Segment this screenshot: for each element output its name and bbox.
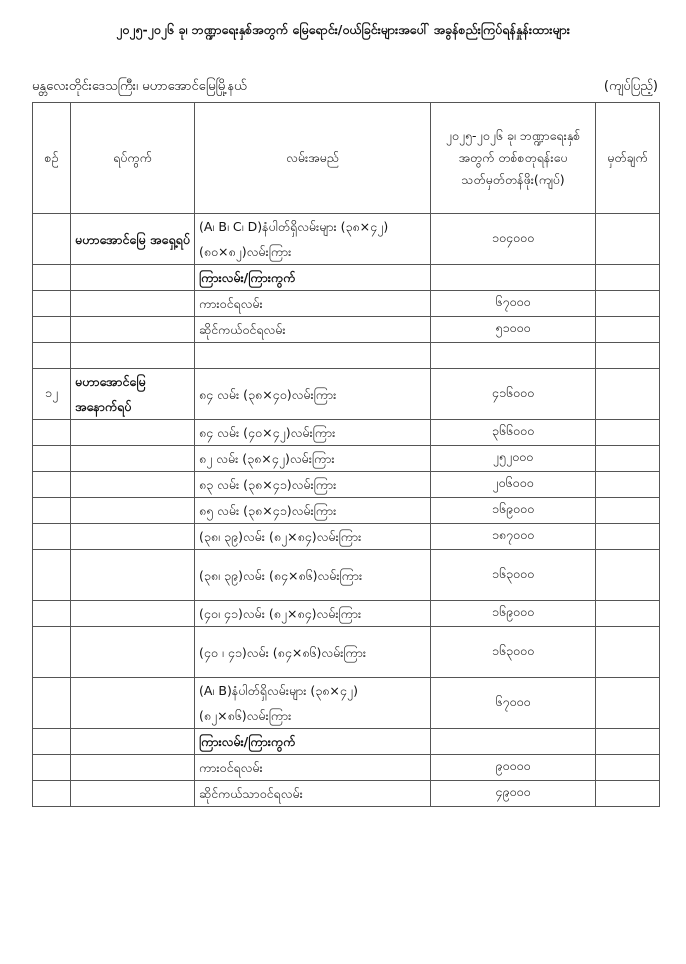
row-number-cell [33,498,71,524]
ward-cell [71,781,195,807]
row-number-cell [33,265,71,291]
ward-cell [71,755,195,781]
price-cell [431,265,596,291]
remark-cell [596,291,660,317]
table-row [33,265,660,291]
column-header-price: ၂၀၂၅-၂၀၂၆ ခု၊ ဘဏ္ဍာရေးနှစ်အတွက် တစ်စတုရန်းပေ သတ်မှတ်တန်ဖိုး(ကျပ်) [431,103,596,214]
street-cell: ၈၄ လမ်း (၄၀×၄၂)လမ်းကြား [195,420,431,446]
table-row [33,369,660,420]
price-cell: ၁၆၃၀၀၀ [431,627,596,678]
ward-cell: မဟာအောင်မြေ အရှေ့ရပ် [71,214,195,265]
table-row [33,420,660,446]
ward-cell [71,601,195,627]
remark-cell [596,755,660,781]
street-cell: ကြားလမ်း/ကြားကွက် [195,265,431,291]
table-row [33,678,660,729]
column-header-ward: ရပ်ကွက် [71,103,195,214]
ward-cell [71,343,195,369]
street-cell: ကားဝင်ရလမ်း [195,755,431,781]
street-cell: ကားဝင်ရလမ်း [195,291,431,317]
remark-cell [596,265,660,291]
ward-cell [71,317,195,343]
price-cell: ၃၆၆၀၀၀ [431,420,596,446]
row-number-cell [33,729,71,755]
location-label: မန္တလေးတိုင်းဒေသကြီး၊ မဟာအောင်မြေမြို့နယ် [32,79,247,94]
table-row [33,472,660,498]
row-number-cell [33,678,71,729]
street-cell: ကြားလမ်း/ကြားကွက် [195,729,431,755]
row-number-cell [33,317,71,343]
ward-cell [71,678,195,729]
street-cell: ၈၃ လမ်း (၃၈×၄၁)လမ်းကြား [195,472,431,498]
unit-label: (ကျပ်ပြည့်) [603,79,658,94]
ward-cell [71,550,195,601]
remark-cell [596,729,660,755]
table-row [33,524,660,550]
price-cell: ၁၈၇၀၀၀ [431,524,596,550]
ward-cell [71,265,195,291]
remark-cell [596,524,660,550]
column-header-street: လမ်းအမည် [195,103,431,214]
price-cell: ၄၉၀၀၀ [431,781,596,807]
street-cell: (၃၈၊ ၃၉)လမ်း (၈၂×၈၄)လမ်းကြား [195,524,431,550]
row-number-cell [33,524,71,550]
street-cell: (၄၀၊ ၄၁)လမ်း (၈၂×၈၄)လမ်းကြား [195,601,431,627]
remark-cell [596,472,660,498]
remark-cell [596,781,660,807]
ward-cell [71,524,195,550]
remark-cell [596,343,660,369]
price-cell: ၄၁၆၀၀၀ [431,369,596,420]
price-cell: ၅၁၀၀၀ [431,317,596,343]
table-row [33,498,660,524]
table-row [33,601,660,627]
table-row [33,317,660,343]
street-cell: ၈၄ လမ်း (၃၈×၄၀)လမ်းကြား [195,369,431,420]
table-row [33,291,660,317]
price-cell: ၆၇၀၀၀ [431,291,596,317]
ward-cell: မဟာအောင်မြေ အနောက်ရပ် [71,369,195,420]
table-header-row [33,103,660,214]
price-cell: ၁၀၄၀၀၀ [431,214,596,265]
row-number-cell [33,214,71,265]
ward-cell [71,729,195,755]
price-cell: ၁၆၉၀၀၀ [431,601,596,627]
table-row [33,627,660,678]
price-cell: ၆၇၀၀၀ [431,678,596,729]
row-number-cell [33,550,71,601]
price-cell: ၁၆၃၀၀၀ [431,550,596,601]
remark-cell [596,601,660,627]
row-number-cell: ၁၂ [33,369,71,420]
street-cell: (A၊ B)နံပါတ်ရှိလမ်းများ (၃၈×၄၂)(၈၂×၈၆)လမ်းကြား [195,678,431,729]
table-row [33,343,660,369]
price-cell [431,343,596,369]
row-number-cell [33,343,71,369]
row-number-cell [33,627,71,678]
table-row [33,729,660,755]
subheader [32,78,658,98]
row-number-cell [33,601,71,627]
street-cell: (၄၀ ၊ ၄၁)လမ်း (၈၄×၈၆)လမ်းကြား [195,627,431,678]
row-number-cell [33,472,71,498]
table-row [33,550,660,601]
column-header-no: စဉ် [33,103,71,214]
street-cell: (၃၈၊ ၃၉)လမ်း (၈၄×၈၆)လမ်းကြား [195,550,431,601]
ward-cell [71,420,195,446]
ward-cell [71,446,195,472]
page-title: ၂၀၂၅-၂၀၂၆ ခု၊ ဘဏ္ဍာရေးနှစ်အတွက် မြေရောင်း/ဝယ်ခြင်းများအပေါ် အခွန်စည်းကြပ်ရန်နှုန်းထားများ [116,22,570,37]
remark-cell [596,446,660,472]
ward-cell [71,291,195,317]
price-cell: ၉၀၀၀၀ [431,755,596,781]
remark-cell [596,550,660,601]
row-number-cell [33,781,71,807]
price-cell [431,729,596,755]
ward-cell [71,472,195,498]
price-cell: ၁၆၉၀၀၀ [431,498,596,524]
table-body [33,214,660,807]
price-cell: ၂၀၆၀၀၀ [431,472,596,498]
remark-cell [596,420,660,446]
street-cell [195,343,431,369]
price-cell: ၂၅၂၀၀၀ [431,446,596,472]
ward-cell [71,498,195,524]
row-number-cell [33,291,71,317]
remark-cell [596,627,660,678]
table-row [33,755,660,781]
row-number-cell [33,755,71,781]
column-header-remark: မှတ်ချက် [596,103,660,214]
remark-cell [596,369,660,420]
street-cell: ၈၂ လမ်း (၃၈×၄၂)လမ်းကြား [195,446,431,472]
table-row [33,446,660,472]
row-number-cell [33,446,71,472]
remark-cell [596,317,660,343]
remark-cell [596,214,660,265]
street-cell: (A၊ B၊ C၊ D)နံပါတ်ရှိလမ်းများ (၃၈×၄၂)(၈၀×၈၂)လမ်းကြား [195,214,431,265]
table-row [33,214,660,265]
street-cell: ၈၅ လမ်း (၃၈×၄၁)လမ်းကြား [195,498,431,524]
ward-cell [71,627,195,678]
row-number-cell [33,420,71,446]
land-price-table [32,102,660,807]
street-cell: ဆိုင်ကယ်သာဝင်ရလမ်း [195,781,431,807]
remark-cell [596,678,660,729]
table-row [33,781,660,807]
street-cell: ဆိုင်ကယ်ဝင်ရလမ်း [195,317,431,343]
remark-cell [596,498,660,524]
